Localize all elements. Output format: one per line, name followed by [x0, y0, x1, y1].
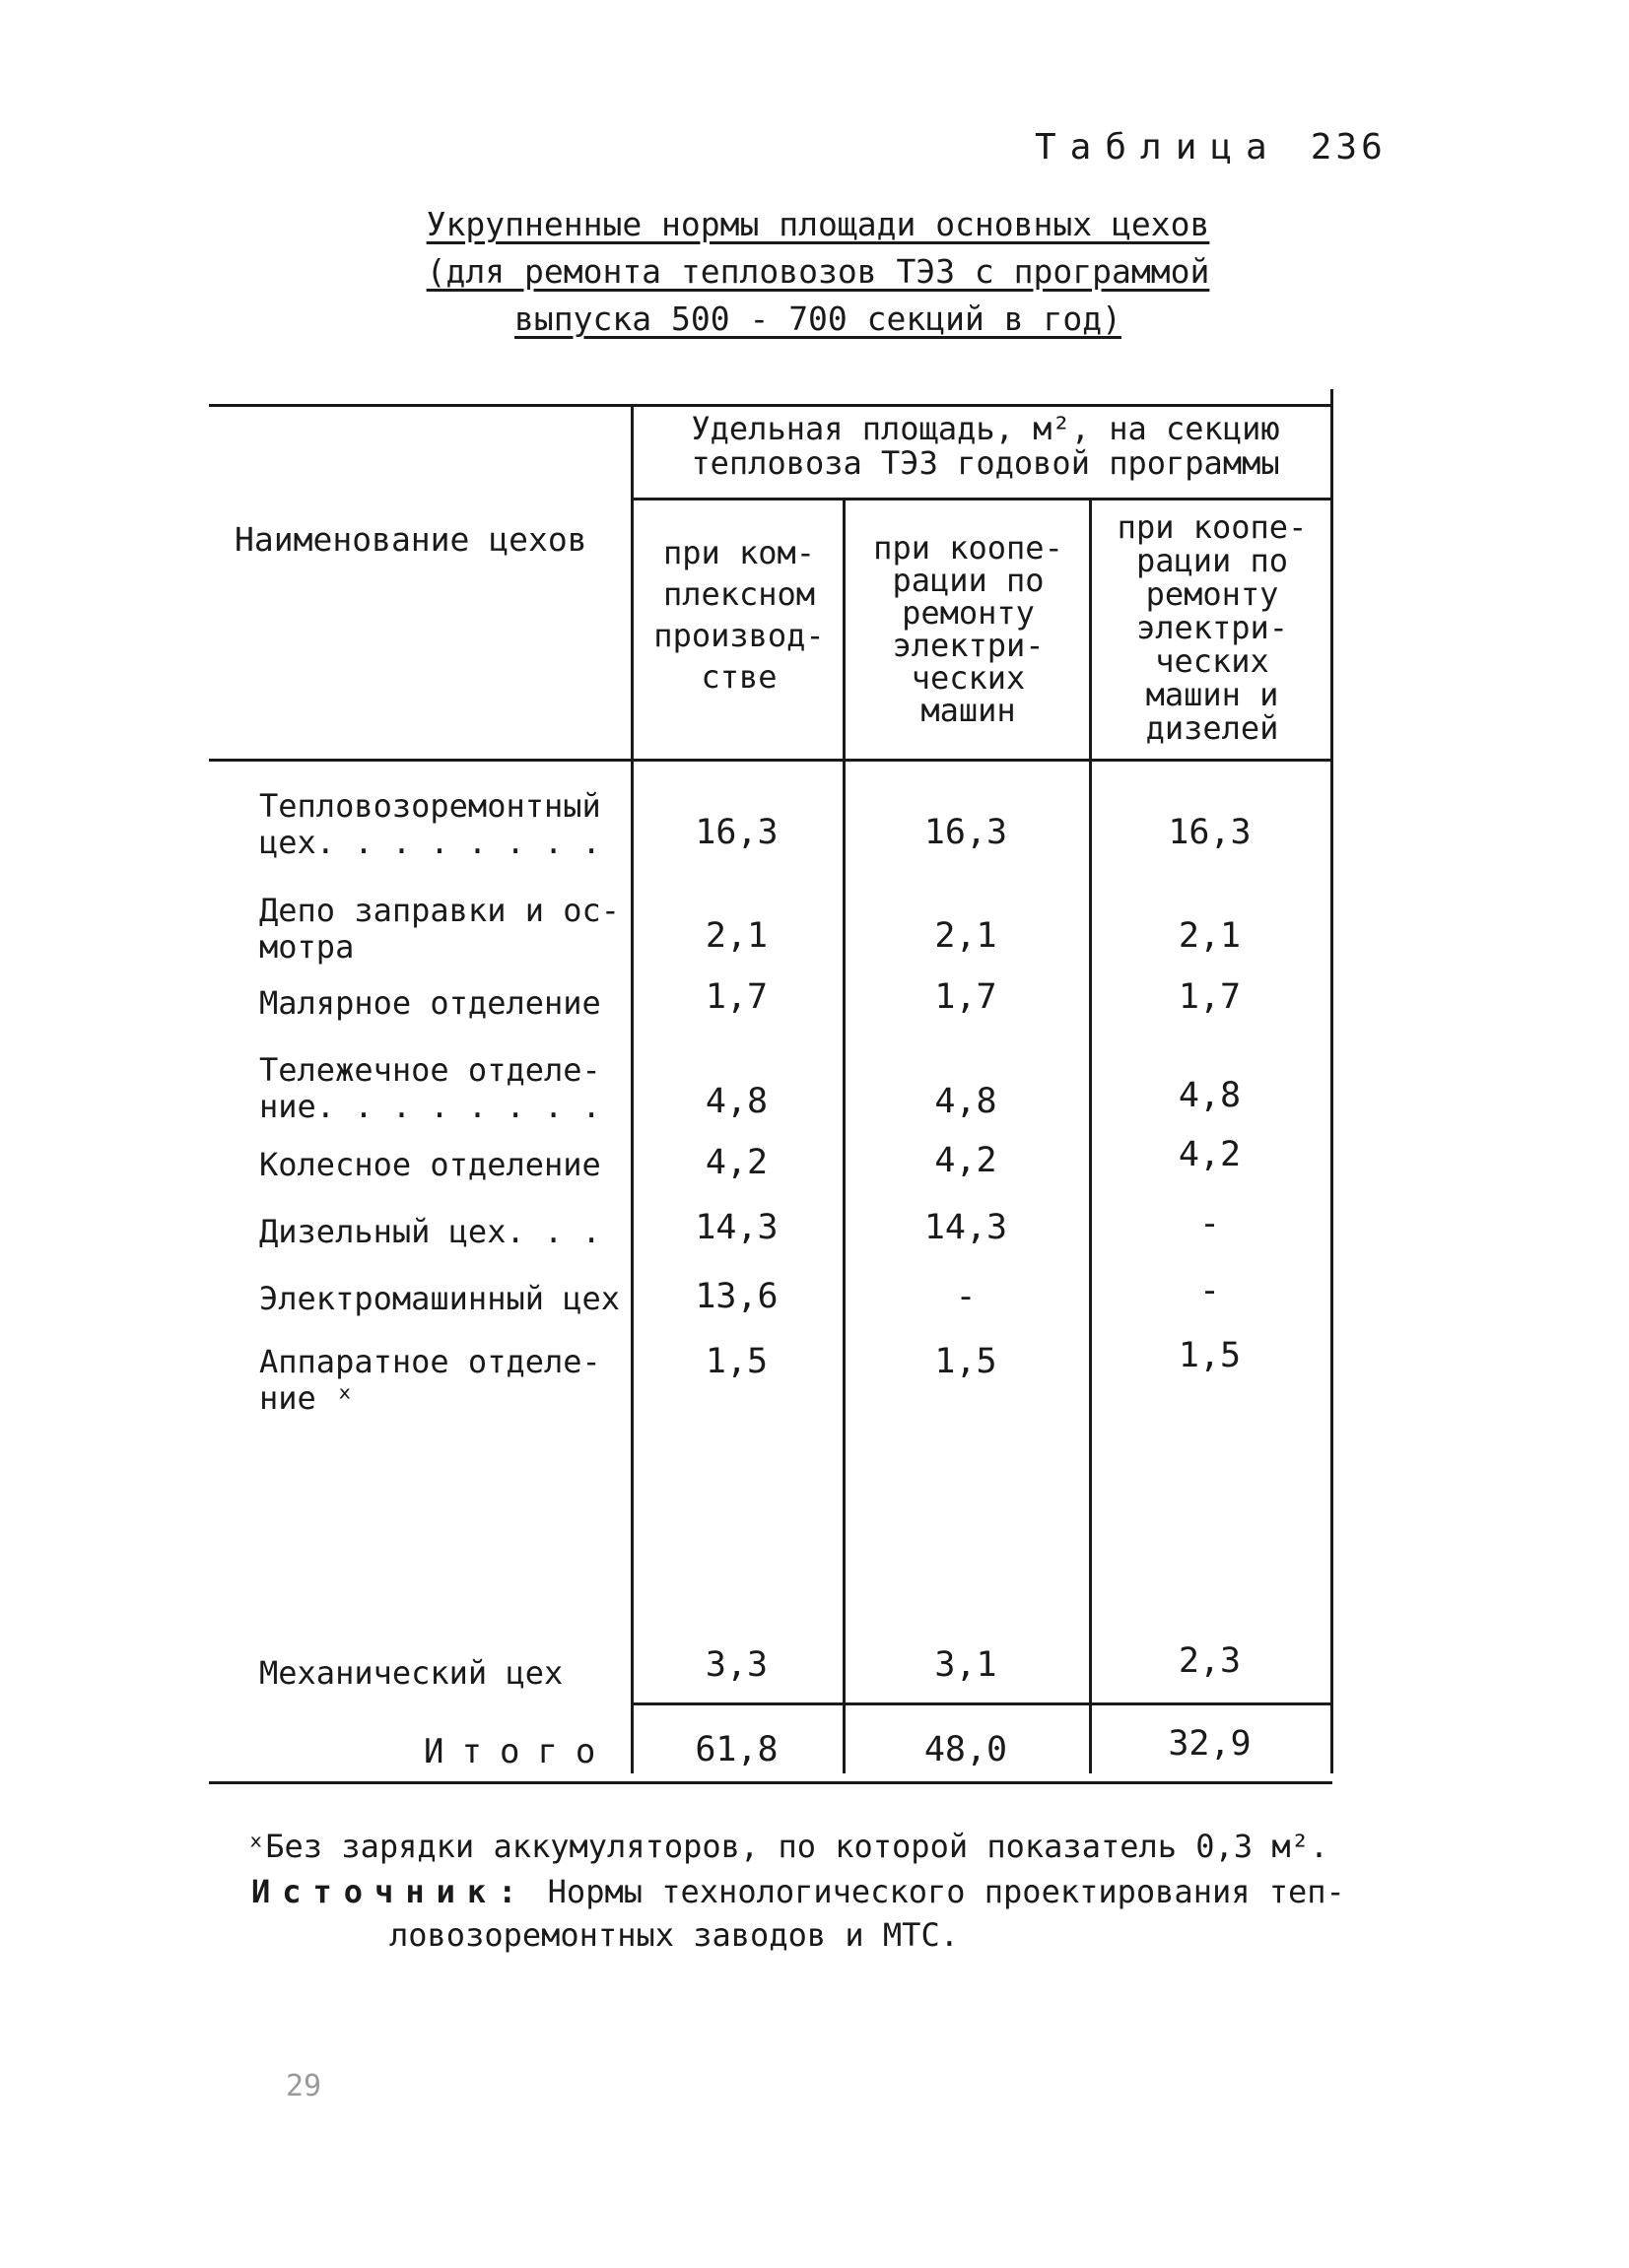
header-bottom-rule	[209, 759, 1332, 762]
row-name-5: Колесное отделение	[259, 1146, 601, 1183]
row-name-7: Электромашинный цех	[259, 1280, 621, 1317]
table-number: 236	[1310, 127, 1387, 167]
row-name-6: Дизельный цех. . .	[259, 1213, 601, 1250]
cell-4-1: 4,8	[705, 1082, 769, 1121]
footnote: ˣБез зарядки аккумуляторов, по которой показатель 0,3 м².	[246, 1828, 1329, 1865]
table-title: Укрупненные нормы площади основных цехов (для ремонта тепловозов ТЭЗ с программой выпуска 500 - 700 секций в год)	[426, 205, 1210, 338]
total-1: 61,8	[695, 1730, 779, 1769]
table-bottom-rule	[209, 1781, 1332, 1784]
source-text-1: Нормы технологического проектирования теп-	[547, 1873, 1345, 1910]
cell-2-2: 2,1	[934, 916, 997, 956]
header-col-2: при коопе- рации по ремонту электри- ческих машин	[873, 529, 1063, 729]
header-group: Удельная площадь, м², на секцию тепловоза ТЭЗ годовой программы	[691, 410, 1280, 482]
cell-1-1: 16,3	[695, 813, 779, 852]
cell-9-1: 3,3	[705, 1645, 769, 1685]
header-col-3: при коопе- рации по ремонту электри- ческих машин и дизелей	[1117, 508, 1308, 747]
row-name-8: Аппаратное отделе- ние ˣ	[259, 1343, 601, 1417]
cell-7-1: 13,6	[695, 1277, 779, 1316]
cell-8-3: 1,5	[1178, 1336, 1242, 1375]
cell-2-3: 2,1	[1178, 916, 1242, 956]
total-rule	[631, 1702, 1332, 1705]
cell-3-2: 1,7	[934, 977, 997, 1017]
cell-5-3: 4,2	[1178, 1135, 1242, 1174]
cell-5-1: 4,2	[705, 1143, 769, 1182]
header-name-col: Наименование цехов	[235, 520, 587, 559]
cell-3-3: 1,7	[1178, 977, 1242, 1017]
table-label: Таблица 236	[1035, 127, 1387, 167]
cell-6-1: 14,3	[695, 1208, 779, 1247]
source-text-2: ловозоремонтных заводов и МТС.	[389, 1916, 959, 1954]
cell-4-3: 4,8	[1178, 1076, 1242, 1115]
cell-8-1: 1,5	[705, 1342, 769, 1381]
row-name-9: Механический цех	[259, 1654, 564, 1692]
source-note	[251, 1870, 1345, 1913]
row-name-1: Тепловозоремонтный цех. . . . . . . .	[259, 787, 601, 861]
table-top-rule	[209, 404, 1332, 407]
cell-1-2: 16,3	[923, 813, 1008, 852]
header-col-1: при ком- плексном производ- стве	[653, 534, 825, 696]
row-name-3: Малярное отделение	[259, 984, 601, 1022]
cell-7-2: -	[955, 1277, 977, 1316]
cell-5-2: 4,2	[934, 1141, 997, 1180]
table-right-border	[1330, 389, 1333, 1773]
cell-1-3: 16,3	[1168, 813, 1252, 852]
cell-6-2: 14,3	[923, 1208, 1008, 1247]
total-3: 32,9	[1168, 1724, 1252, 1764]
cell-9-2: 3,1	[934, 1645, 997, 1685]
col-divider-2	[843, 498, 846, 1773]
source-label: Источник:	[251, 1873, 529, 1910]
cell-8-2: 1,5	[934, 1342, 997, 1381]
row-name-2: Депо заправки и ос- мотра	[259, 892, 621, 966]
header-group-rule	[631, 498, 1332, 500]
row-name-4: Тележечное отделе- ние. . . . . . . .	[259, 1051, 601, 1125]
total-2: 48,0	[923, 1730, 1008, 1769]
page-number: 29	[286, 2069, 322, 2103]
cell-6-3: -	[1198, 1204, 1221, 1243]
cell-9-3: 2,3	[1178, 1641, 1242, 1681]
cell-4-2: 4,8	[934, 1082, 997, 1121]
total-label: Итого	[424, 1732, 614, 1771]
cell-3-1: 1,7	[705, 977, 769, 1017]
cell-7-3: -	[1198, 1271, 1221, 1310]
cell-2-1: 2,1	[705, 916, 769, 956]
